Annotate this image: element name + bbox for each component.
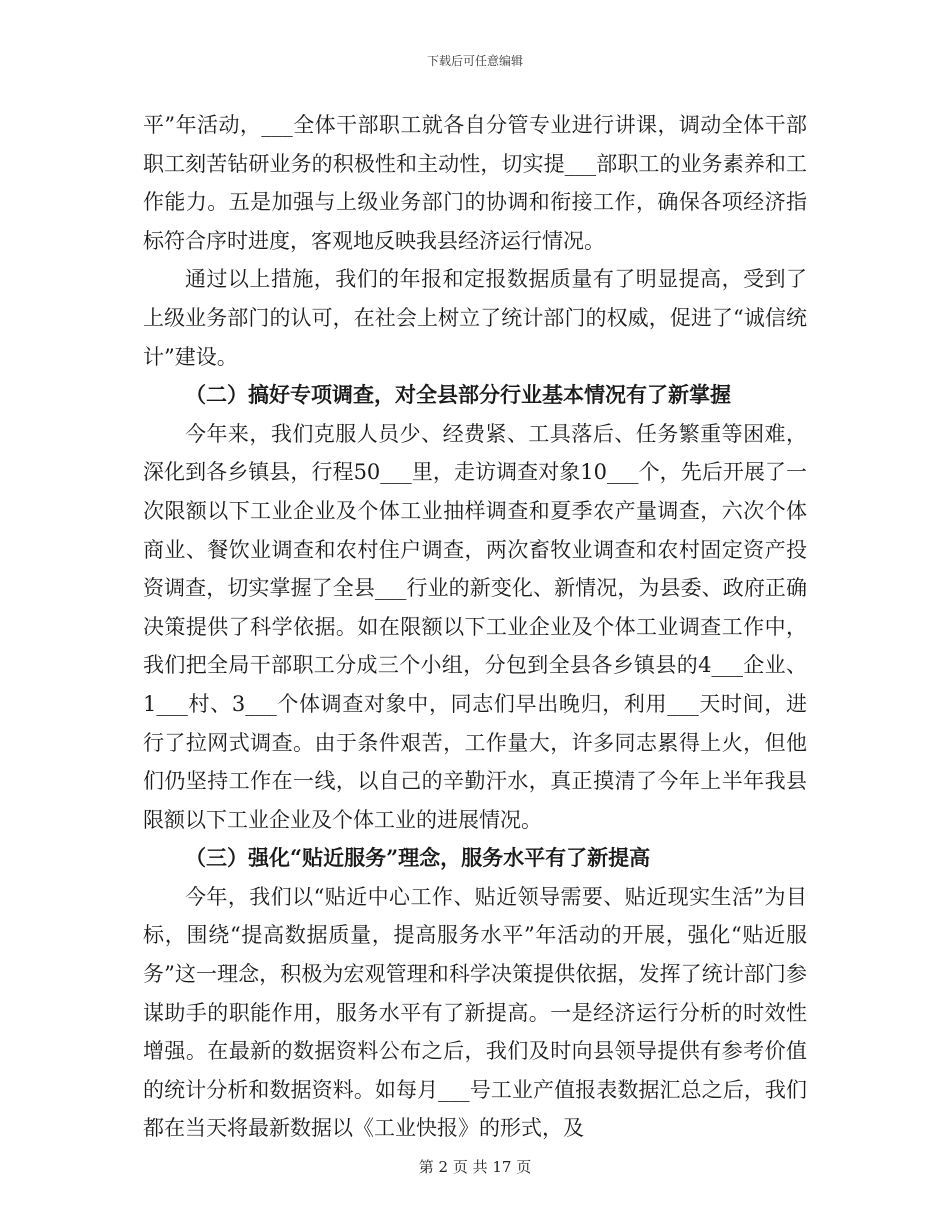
document-body — [143, 106, 807, 1148]
section-heading-2: （二）搞好专项调查，对全县部分行业基本情况有了新掌握 — [185, 382, 731, 408]
page-number-footer: 第 2 页 共 17 页 — [418, 1158, 532, 1176]
paragraph-service: 今年，我们以“贴近中心工作、贴近领导需要、贴近现实生活”为目标，围绕“提高数据质量，提高服务水平”年活动的开展，强化“贴近服务”这一理念，积极为宏观管理和科学决策提供依据，发挥了统计部门参谋助手的职能作用，服务水平有了新提高。一是经济运行分析的时效性增强。在最新的数据资料公布之后，我们及时向县领导提供有参考价值的统计分析和数据资料。如每月___号工业产值报表数据汇总之后，我们都在当天将最新数据以《工业快报》的形式，及 — [143, 884, 807, 1141]
paragraph-continued: 平”年活动，___全体干部职工就各自分管专业进行讲课，调动全体干部职工刻苦钻研业务的积极性和主动性，切实提___部职工的业务素养和工作能力。五是加强与上级业务部门的协调和衔接工作，确保各项经济指标符合序时进度，客观地反映我县经济运行情况。 — [143, 113, 807, 253]
paragraph-measures-result: 通过以上措施，我们的年报和定报数据质量有了明显提高，受到了上级业务部门的认可，在社会上树立了统计部门的权威，促进了“诚信统计”建设。 — [143, 267, 807, 369]
section-heading-3: （三）强化“贴近服务”理念，服务水平有了新提高 — [185, 845, 651, 871]
page-header: 下载后可任意编辑 — [426, 54, 523, 68]
paragraph-special-survey: 今年来，我们克服人员少、经费紧、工具落后、任务繁重等困难，深化到各乡镇县，行程50___里，走访调查对象10___个，先后开展了一次限额以下工业企业及个体工业抽样调查和夏季农产量调查，六次个体商业、餐饮业调查和农村住户调查，两次畜牧业调查和农村固定资产投资调查，切实掌握了全县___行业的新变化、新情况，为县委、政府正确决策提供了科学依据。如在限额以下工业企业及个体工业调查工作中，我们把全局干部职工分成三个小组，分包到全县各乡镇县的4___企业、1___村、3___个体调查对象中，同志们早出晚归，利用___天时间，进行了拉网式调查。由于条件艰苦，工作量大，许多同志累得上火，但他们仍坚持工作在一线，以自己的辛勤汗水，真正摸清了今年上半年我县限额以下工业企业及个体工业的进展情况。 — [143, 421, 807, 832]
